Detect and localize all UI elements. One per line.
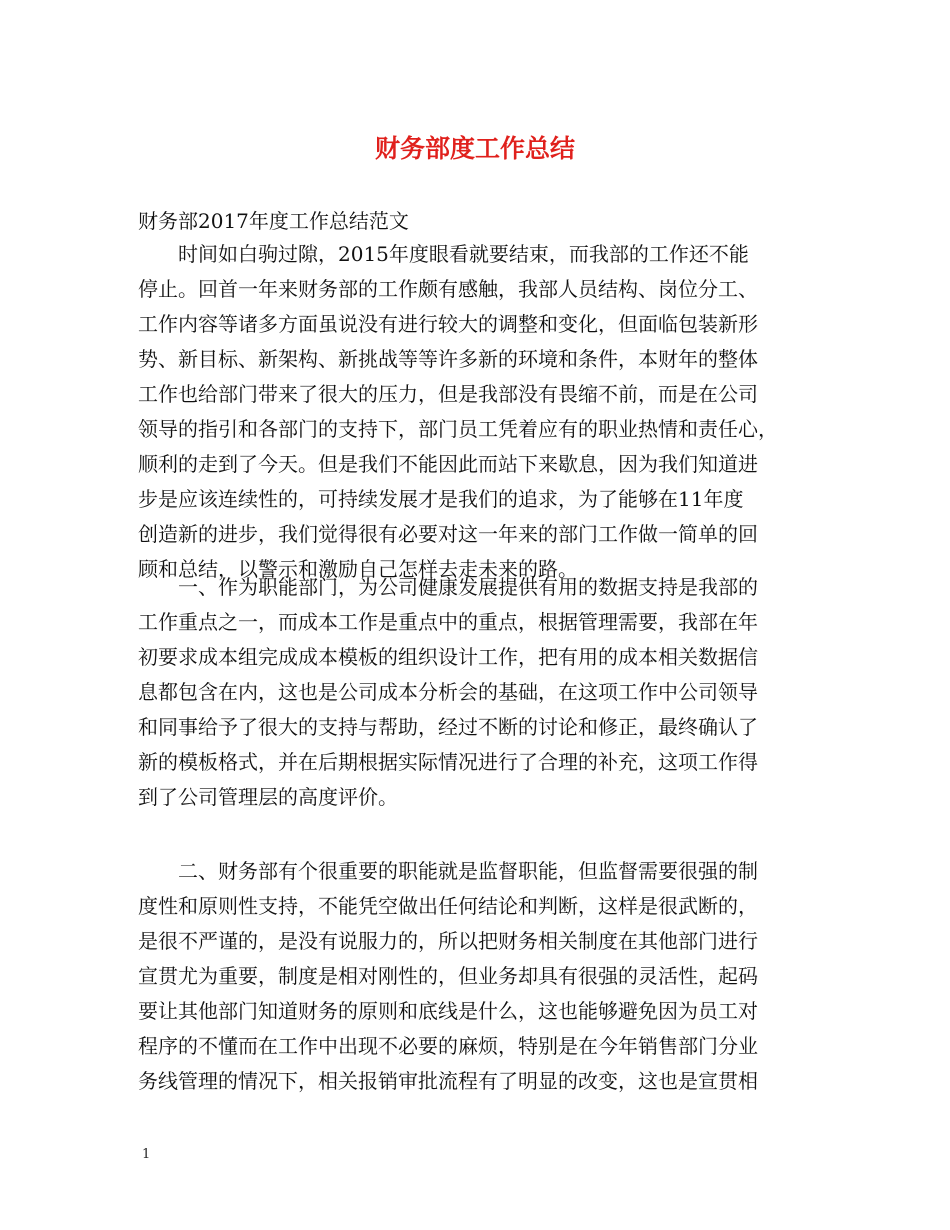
paragraph-line: 顺利的走到了今天。但是我们不能因此而站下来歇息，因为我们知道进 [138,452,758,476]
paragraph-line: 度性和原则性支持，不能凭空做出任何结论和判断，这样是很武断的， [138,894,758,918]
paragraph-line: 宣贯尤为重要，制度是相对刚性的，但业务却具有很强的灵活性，起码 [138,964,758,988]
paragraph-line: 息都包含在内，这也是公司成本分析会的基础，在这项工作中公司领导 [138,680,758,704]
paragraph-line: 时间如白驹过隙，2015年度眼看就要结束，而我部的工作还不能 [138,242,749,266]
paragraph-line: 和同事给予了很大的支持与帮助，经过不断的讨论和修正，最终确认了 [138,715,758,739]
paragraph-line: 初要求成本组完成成本模板的组织设计工作，把有用的成本相关数据信 [138,645,758,669]
paragraph-line: 工作也给部门带来了很大的压力，但是我部没有畏缩不前，而是在公司 [138,382,758,406]
paragraph-line: 到了公司管理层的高度评价。 [138,785,398,809]
paragraph-line: 务线管理的情况下，相关报销审批流程有了明显的改变，这也是宣贯相 [138,1069,758,1093]
paragraph-line: 新的模板格式，并在后期根据实际情况进行了合理的补充，这项工作得 [138,750,758,774]
paragraph-line: 是很不严谨的，是没有说服力的，所以把财务相关制度在其他部门进行 [138,929,758,953]
paragraph-line: 停止。回首一年来财务部的工作颇有感触，我部人员结构、岗位分工、 [138,277,758,301]
paragraph-line: 领导的指引和各部门的支持下，部门员工凭着应有的职业热情和责任心， [138,417,778,441]
document-title: 财务部度工作总结 [374,134,575,163]
page-number: 1 [142,1147,151,1162]
paragraph-3 [138,854,818,1099]
paragraph-line: 程序的不懂而在工作中出现不必要的麻烦，特别是在今年销售部门分业 [138,1034,758,1058]
paragraph-1 [138,237,818,587]
paragraph-2 [138,570,818,815]
paragraph-line: 要让其他部门知道财务的原则和底线是什么，这也能够避免因为员工对 [138,999,758,1023]
paragraph-line: 工作内容等诸多方面虽说没有进行较大的调整和变化，但面临包装新形 [138,312,758,336]
paragraph-line: 一、作为职能部门，为公司健康发展提供有用的数据支持是我部的 [138,575,758,599]
paragraph-line: 二、财务部有个很重要的职能就是监督职能，但监督需要很强的制 [138,859,758,883]
paragraph-line: 顾和总结，以警示和激励自己怎样去走未来的路。 [138,557,578,581]
paragraph-line: 步是应该连续性的，可持续发展才是我们的追求，为了能够在11年度 [138,487,744,511]
paragraph-line: 工作重点之一，而成本工作是重点中的重点，根据管理需要，我部在年 [138,610,758,634]
paragraph-line: 势、新目标、新架构、新挑战等等许多新的环境和条件，本财年的整体 [138,347,758,371]
paragraph-line: 创造新的进步，我们觉得很有必要对这一年来的部门工作做一简单的回 [138,522,758,546]
document-subtitle: 财务部2017年度工作总结范文 [138,209,409,233]
